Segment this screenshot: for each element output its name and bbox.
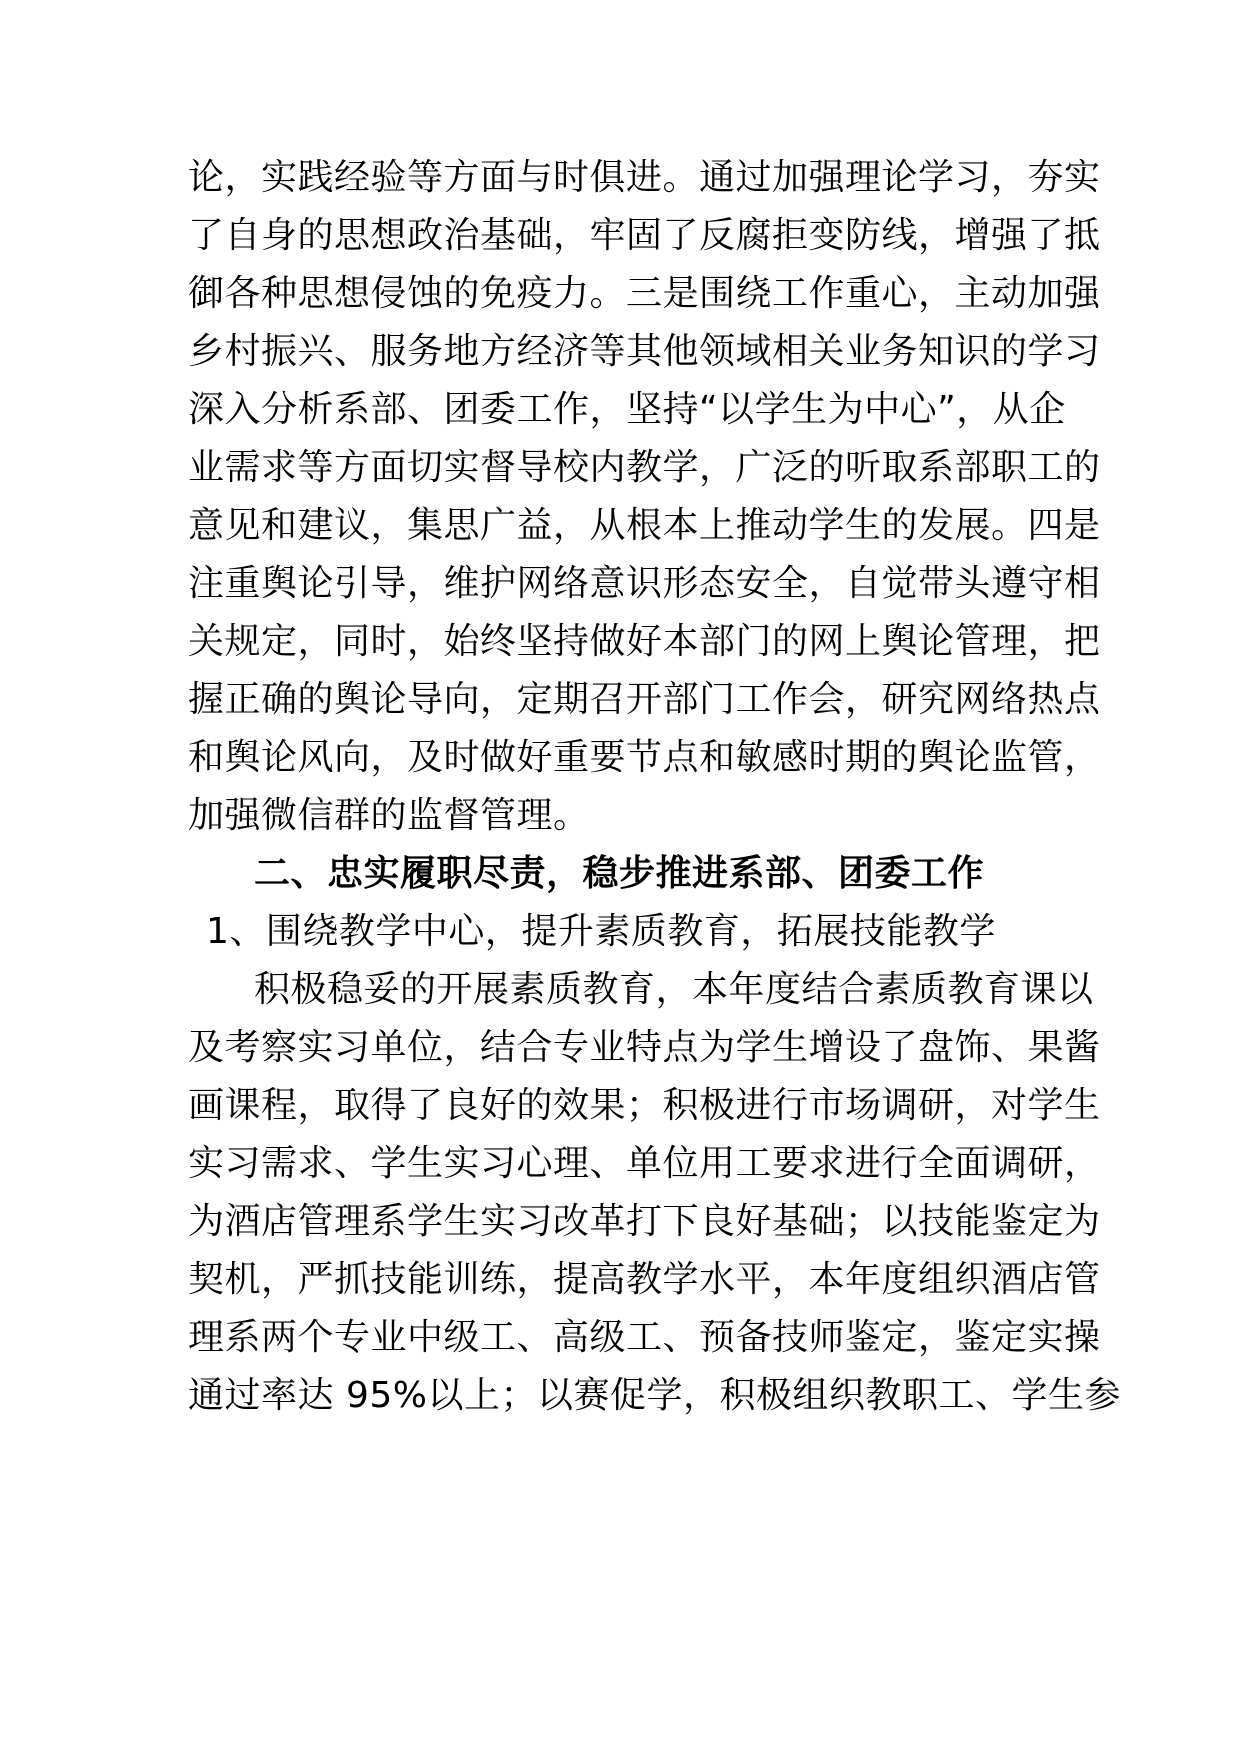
- text-line: 注重舆论引导，维护网络意识形态安全，自觉带头遵守相: [188, 563, 1101, 604]
- text-line: 握正确的舆论导向，定期召开部门工作会，研究网络热点: [188, 679, 1101, 720]
- section-heading: 二、忠实履职尽责，稳步推进系部、团委工作: [254, 853, 985, 894]
- text-line: 积极稳妥的开展素质教育，本年度结合素质教育课以: [254, 969, 1094, 1010]
- text-line: 论，实践经验等方面与时俱进。通过加强理论学习，夯实: [188, 157, 1101, 198]
- text-line: 乡村振兴、服务地方经济等其他领域相关业务知识的学习: [188, 331, 1101, 372]
- text-line: 意见和建议，集思广益，从根本上推动学生的发展。四是: [188, 505, 1101, 546]
- text-line: 理系两个专业中级工、高级工、预备技师鉴定，鉴定实操: [188, 1317, 1101, 1358]
- text-line: 了自身的思想政治基础，牢固了反腐拒变防线，增强了抵: [188, 215, 1101, 256]
- subsection-heading: 1、围绕教学中心，提升素质教育，拓展技能教学: [206, 911, 996, 952]
- text-line: 契机，严抓技能训练，提高教学水平，本年度组织酒店管: [188, 1259, 1101, 1300]
- text-line: 和舆论风向，及时做好重要节点和敏感时期的舆论监管，: [188, 737, 1101, 778]
- text-line: 及考察实习单位，结合专业特点为学生增设了盘饰、果酱: [188, 1027, 1101, 1068]
- text-line: 深入分析系部、团委工作，坚持“以学生为中心”，从企: [188, 389, 1066, 430]
- text-line: 为酒店管理系学生实习改革打下良好基础；以技能鉴定为: [188, 1201, 1101, 1242]
- text-line: 通过率达 95%以上；以赛促学，积极组织教职工、学生参: [188, 1375, 1121, 1416]
- text-line: 画课程，取得了良好的效果；积极进行市场调研，对学生: [188, 1085, 1101, 1126]
- text-line: 实习需求、学生实习心理、单位用工要求进行全面调研，: [188, 1143, 1101, 1184]
- text-line: 加强微信群的监督管理。: [188, 795, 590, 836]
- text-line: 关规定，同时，始终坚持做好本部门的网上舆论管理，把: [188, 621, 1101, 662]
- text-line: 御各种思想侵蚀的免疫力。三是围绕工作重心，主动加强: [188, 273, 1101, 314]
- text-line: 业需求等方面切实督导校内教学，广泛的听取系部职工的: [188, 447, 1101, 488]
